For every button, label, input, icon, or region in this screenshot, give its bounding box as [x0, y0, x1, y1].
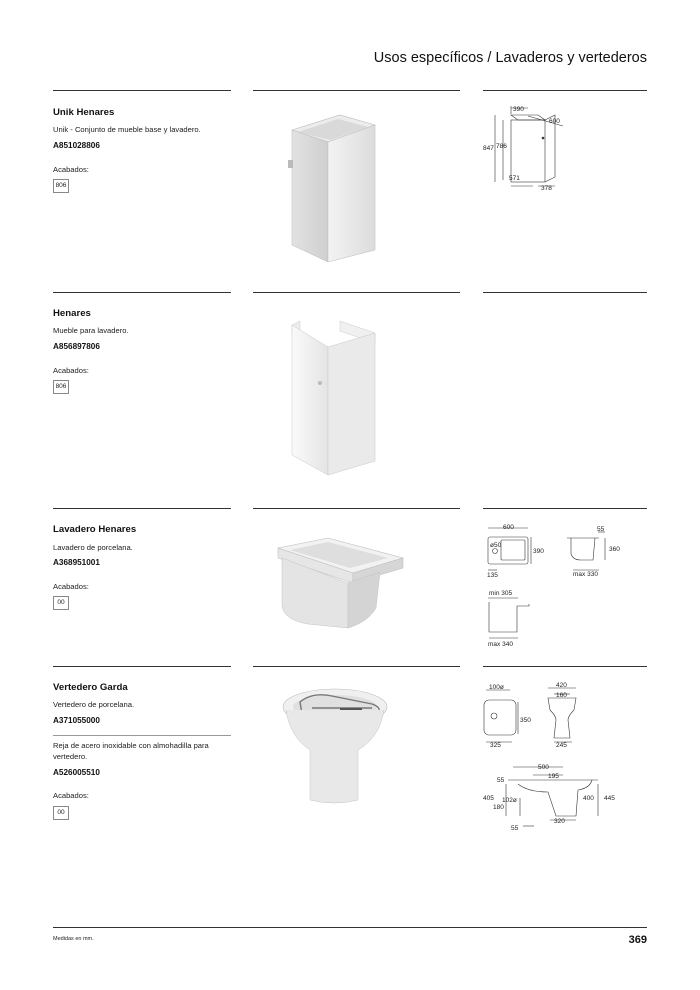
vertedero-garda-photo — [272, 682, 402, 812]
finish-swatch: 00 — [53, 596, 69, 610]
lavadero-henares-photo — [268, 528, 408, 633]
product-name: Henares — [53, 308, 91, 319]
divider — [53, 508, 231, 509]
footer-divider — [53, 927, 647, 928]
dim-500: 500 — [538, 764, 549, 771]
dim-55-top: 55 — [497, 777, 505, 784]
divider — [483, 90, 647, 91]
finish-swatch: 00 — [53, 806, 69, 820]
finishes-label: Acabados: — [53, 366, 89, 375]
dim-390: 390 — [533, 548, 544, 555]
dim-571: 571 — [509, 175, 520, 182]
dim-600: 600 — [549, 118, 560, 125]
measurement-note: Medidas en mm. — [53, 936, 94, 942]
dim-195: 195 — [548, 773, 559, 780]
product-code: A371055000 — [53, 716, 100, 725]
dim-420: 420 — [556, 682, 567, 689]
product-name: Lavadero Henares — [53, 524, 137, 535]
dim-360: 360 — [609, 546, 620, 553]
divider — [253, 90, 460, 91]
dim-400: 400 — [583, 795, 594, 802]
dim-445: 445 — [604, 795, 615, 802]
divider — [53, 90, 231, 91]
page-title: Usos específicos / Lavaderos y vertederos — [373, 50, 647, 66]
product-description: Vertedero de porcelana. — [53, 700, 135, 709]
product-name: Unik Henares — [53, 107, 115, 118]
dim-390: 390 — [513, 106, 524, 113]
page-number: 369 — [628, 934, 647, 946]
product-code: A368951001 — [53, 558, 100, 567]
dim-100: 100ø — [489, 684, 504, 691]
dim-180: 180 — [493, 804, 504, 811]
dim-847: 847 — [483, 145, 494, 152]
divider — [53, 292, 231, 293]
divider — [253, 666, 460, 667]
finishes-label: Acabados: — [53, 791, 89, 800]
dim-600: 600 — [503, 524, 514, 531]
accessory-description: Reja de acero inoxidable con almohadilla para vertedero. — [53, 741, 209, 761]
divider — [483, 508, 647, 509]
accessory-code: A526005510 — [53, 768, 100, 777]
finishes-label: Acabados: — [53, 582, 89, 591]
divider — [253, 508, 460, 509]
product-code: A856897806 — [53, 342, 100, 351]
dim-245: 245 — [556, 742, 567, 749]
product-code: A851028806 — [53, 141, 100, 150]
dim-max-340: max 340 — [488, 641, 513, 648]
unik-henares-photo — [270, 100, 400, 270]
product-description: Unik - Conjunto de mueble base y lavadero. — [53, 125, 201, 134]
finishes-label: Acabados: — [53, 165, 89, 174]
divider — [483, 666, 647, 667]
dim-min-305: min 305 — [489, 590, 513, 597]
product-description: Lavadero de porcelana. — [53, 543, 133, 552]
dim-135: 135 — [487, 572, 498, 579]
product-description: Mueble para lavadero. — [53, 326, 129, 335]
vertedero-garda-dimension-drawing — [478, 680, 650, 835]
dim-405: 405 — [483, 795, 494, 802]
divider — [53, 735, 231, 736]
finish-swatch: 806 — [53, 179, 69, 193]
dim-350: 350 — [520, 717, 531, 724]
divider — [483, 292, 647, 293]
dim-378: 378 — [541, 185, 552, 192]
dim-55-bottom: 55 — [511, 825, 519, 832]
lavadero-henares-dimension-drawing — [483, 520, 648, 655]
dim-160: 160 — [556, 692, 567, 699]
divider — [53, 666, 231, 667]
unik-henares-dimension-drawing — [483, 100, 648, 195]
henares-cabinet-photo — [270, 305, 400, 480]
dim-55: 55 — [597, 526, 605, 533]
dim-max-330: max 330 — [573, 571, 598, 578]
divider — [253, 292, 460, 293]
product-name: Vertedero Garda — [53, 682, 128, 693]
dim-325: 325 — [490, 742, 501, 749]
finish-swatch: 806 — [53, 380, 69, 394]
dim-hole: ø50 — [490, 542, 502, 549]
dim-102: 102ø — [502, 797, 517, 804]
dim-320: 320 — [554, 818, 565, 825]
dim-786: 786 — [496, 143, 507, 150]
